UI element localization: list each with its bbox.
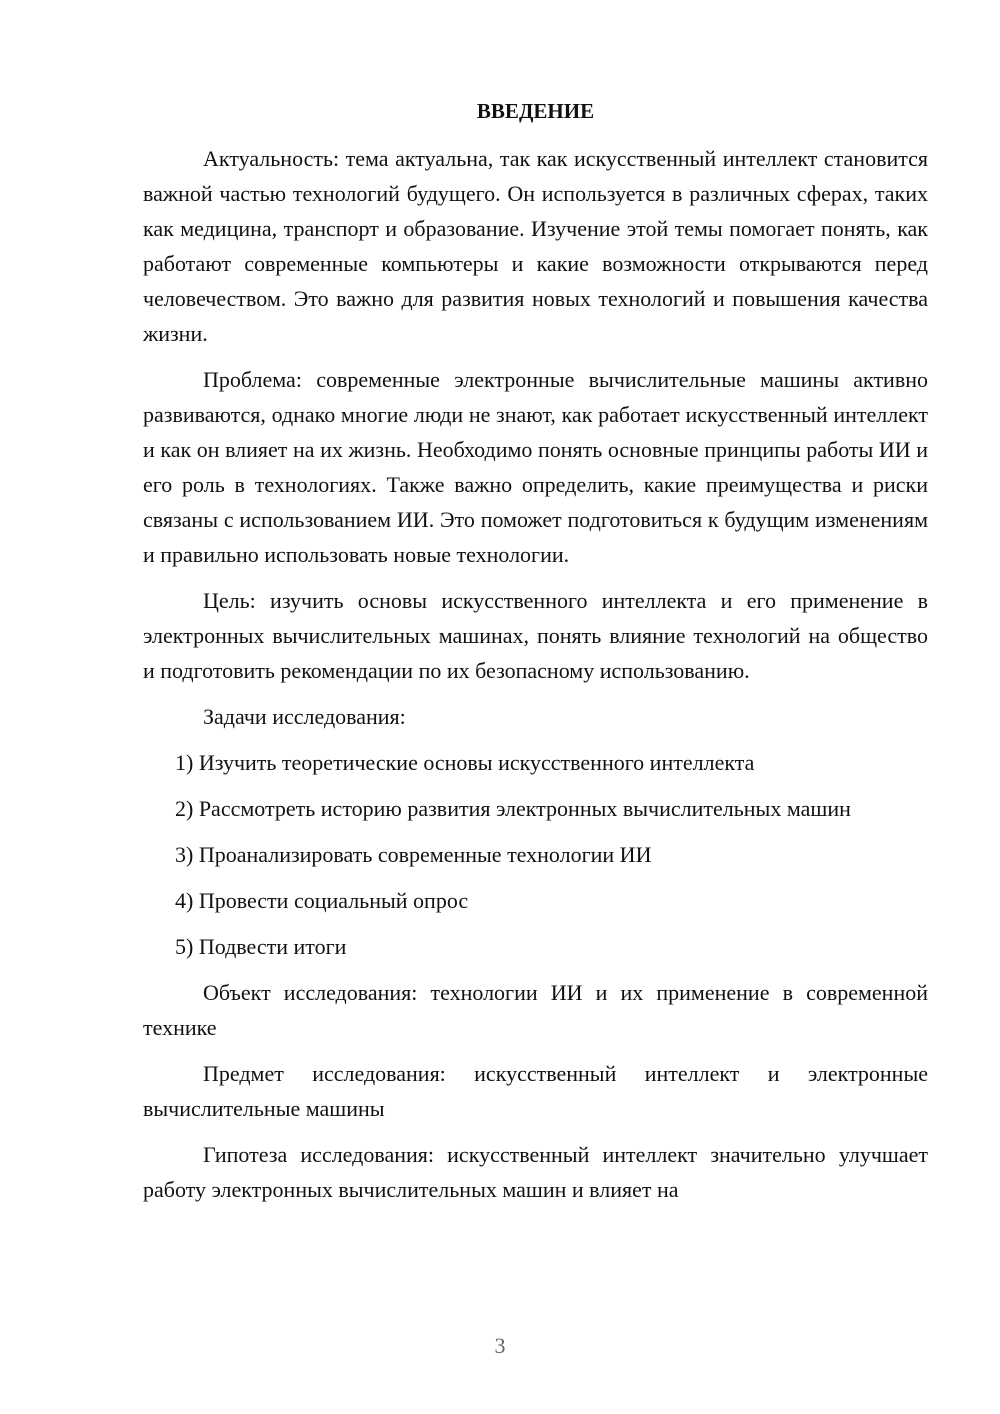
section-title: ВВЕДЕНИЕ <box>476 99 595 123</box>
document-page <box>143 94 928 1218</box>
task-item: 2) Рассмотреть историю развития электронных вычислительных машин <box>175 796 851 821</box>
paragraph-goal: Цель: изучить основы искусственного интеллекта и его применение в электронных вычислительных машинах, понять влияние технологий на общество и подготовить рекомендации по их безопасному использованию. <box>143 588 928 683</box>
paragraph-object: Объект исследования: технологии ИИ и их применение в современной технике <box>143 980 928 1040</box>
paragraph-problem: Проблема: современные электронные вычислительные машины активно развиваются, однако многие люди не знают, как работает искусственный интеллект и как он влияет на их жизнь. Необходимо понять основные принципы работы ИИ и его роль в технологиях. Также важно определить, какие преимущества и риски связаны с использованием ИИ. Это поможет подготовиться к будущим изменениям и правильно использовать новые технологии. <box>143 367 928 567</box>
page-number: 3 <box>494 1333 506 1358</box>
task-item: 5) Подвести итоги <box>175 934 347 959</box>
task-item: 4) Провести социальный опрос <box>175 888 469 913</box>
task-item: 3) Проанализировать современные технологии ИИ <box>175 842 652 867</box>
paragraph-hypothesis: Гипотеза исследования: искусственный интеллект значительно улучшает работу электронных вычислительных машин и влияет на <box>143 1142 928 1202</box>
task-item: 1) Изучить теоретические основы искусственного интеллекта <box>175 750 755 775</box>
tasks-heading: Задачи исследования: <box>203 704 406 729</box>
paragraph-relevance: Актуальность: тема актуальна, так как искусственный интеллект становится важной частью технологий будущего. Он используется в различных сферах, таких как медицина, транспорт и образование. Изучение этой темы помогает понять, как работают современные компьютеры и какие возможности открываются перед человечеством. Это важно для развития новых технологий и повышения качества жизни. <box>143 146 928 346</box>
paragraph-subject: Предмет исследования: искусственный интеллект и электронные вычислительные машины <box>143 1061 928 1121</box>
